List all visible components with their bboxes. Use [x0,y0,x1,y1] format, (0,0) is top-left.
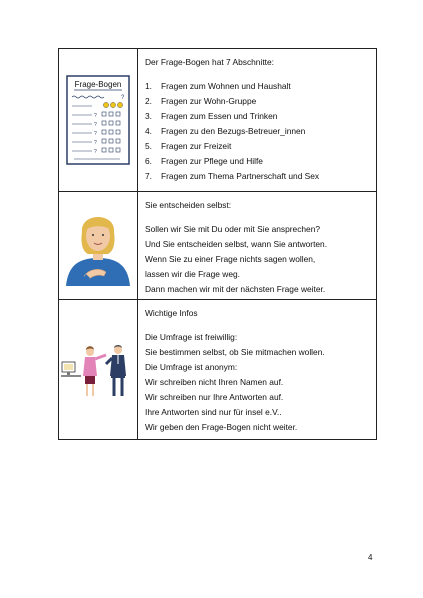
list-item: 7. Fragen zum Thema Partnerschaft und Sex [145,171,320,181]
svg-text:?: ? [121,95,125,101]
questionnaire-illustration [66,75,130,165]
questionnaire-illustration-cell [59,49,138,192]
section-self-decide [138,192,376,300]
section3-line: Die Umfrage ist freiwillig: [145,332,238,342]
list-item: 6. Fragen zur Pflege und Hilfe [145,156,263,166]
section3-heading: Wichtige Infos [145,308,198,318]
section3-line: Wir schreiben nicht Ihren Namen auf. [145,377,284,387]
section2-line: lassen wir die Frage weg. [145,269,240,279]
section2-line: Wenn Sie zu einer Frage nichts sagen wollen, [145,254,316,264]
svg-text:?: ? [94,140,97,146]
list-item: 5. Fragen zur Freizeit [145,141,232,151]
person-illustration-cell [59,192,138,300]
list-item: 1. Fragen zum Wohnen und Haushalt [145,81,291,91]
section3-line: Sie bestimmen selbst, ob Sie mitmachen wollen. [145,347,325,357]
section2-line: Dann machen wir mit der nächsten Frage weiter. [145,284,326,294]
section2-line: Und Sie entscheiden selbst, wann Sie antworten. [145,239,328,249]
section2-line: Sollen wir Sie mit Du oder mit Sie ansprechen? [145,224,321,234]
section3-line: Wir geben den Frage-Bogen nicht weiter. [145,422,298,432]
section3-line: Wir schreiben nur Ihre Antworten auf. [145,392,284,402]
svg-text:?: ? [94,131,97,137]
card-title: Frage-Bogen [74,80,122,89]
section2-heading: Sie entscheiden selbst: [145,200,232,210]
svg-text:?: ? [94,149,97,155]
woman-pointing-to-self-illustration [60,206,136,286]
list-item: 2. Fragen zur Wohn-Gruppe [145,96,257,106]
two-people-talking-illustration [60,340,136,400]
info-table [58,48,377,440]
svg-text:?: ? [94,122,97,128]
page-number: 4 [368,553,373,562]
list-item: 4. Fragen zu den Bezugs-Betreuer_innen [145,126,306,136]
section3-line: Die Umfrage ist anonym: [145,362,238,372]
section1-heading: Der Frage-Bogen hat 7 Abschnitte: [145,57,274,67]
list-item: 3. Fragen zum Essen und Trinken [145,111,278,121]
sections-list [145,79,376,184]
section-important-info [138,300,376,439]
conversation-illustration-cell [59,300,138,439]
svg-text:?: ? [94,113,97,119]
section-questionnaire-parts [138,49,376,192]
section3-line: Ihre Antworten sind nur für insel e.V.. [145,407,282,417]
